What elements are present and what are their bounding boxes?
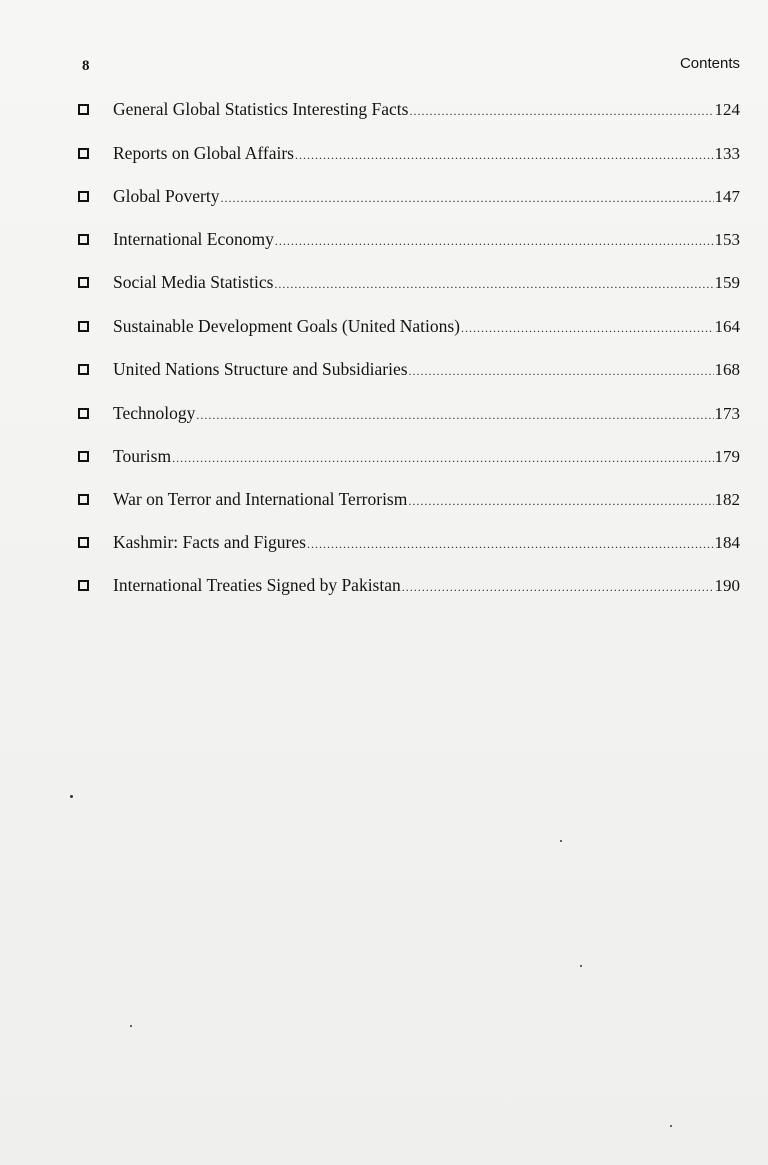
toc-entry	[78, 269, 740, 295]
dot-leader	[196, 408, 713, 423]
toc-entry-title: Technology	[113, 402, 196, 423]
scan-speck	[560, 840, 562, 842]
toc-entry-title: Social Media Statistics	[113, 271, 274, 292]
dot-leader	[409, 364, 714, 379]
toc-entry-page: 182	[714, 489, 740, 509]
checkbox-bullet-icon	[78, 408, 89, 419]
dot-leader	[172, 451, 713, 466]
toc-entry-title: United Nations Structure and Subsidiaries	[113, 358, 408, 379]
checkbox-bullet-icon	[78, 234, 89, 245]
toc-entry	[78, 96, 740, 122]
dot-leader	[402, 580, 714, 595]
toc-entry-title: International Economy	[113, 228, 274, 249]
checkbox-bullet-icon	[78, 451, 89, 462]
toc-entry-title: Tourism	[113, 445, 172, 466]
toc-entry-title: General Global Statistics Interesting Facts	[113, 98, 409, 119]
toc-entry	[78, 313, 740, 339]
toc-entry-page: 173	[714, 403, 740, 423]
toc-entry	[78, 140, 740, 166]
toc-entry-title: Kashmir: Facts and Figures	[113, 531, 306, 552]
scan-speck	[580, 965, 582, 967]
toc-entry	[78, 356, 740, 382]
scan-speck	[670, 1125, 672, 1127]
toc-entry-page: 179	[714, 446, 740, 466]
toc-entry-title: Sustainable Development Goals (United Nations)	[113, 315, 461, 336]
toc-entry-page: 164	[714, 316, 740, 336]
toc-entry-page: 133	[714, 143, 740, 163]
dot-leader	[275, 234, 714, 249]
running-head: Contents	[679, 55, 740, 72]
dot-leader	[274, 277, 713, 292]
toc-entry-page: 190	[714, 575, 740, 595]
toc-entry-page: 147	[714, 186, 740, 206]
toc-entry	[78, 486, 740, 512]
dot-leader	[220, 191, 713, 206]
toc-entry	[78, 183, 740, 209]
toc-entry-page: 124	[714, 99, 740, 119]
toc-entry-page: 159	[714, 272, 740, 292]
checkbox-bullet-icon	[78, 364, 89, 375]
dot-leader	[461, 321, 713, 336]
toc-entry-page: 184	[714, 532, 740, 552]
toc-entry	[78, 443, 740, 469]
checkbox-bullet-icon	[78, 580, 89, 591]
checkbox-bullet-icon	[78, 321, 89, 332]
checkbox-bullet-icon	[78, 537, 89, 548]
toc-entry-title: International Treaties Signed by Pakistan	[113, 574, 401, 595]
checkbox-bullet-icon	[78, 494, 89, 505]
toc-entry-title: Global Poverty	[113, 185, 220, 206]
toc-entry	[78, 400, 740, 426]
toc-entry	[78, 226, 740, 252]
page-number: 8	[82, 58, 90, 74]
toc-entry-page: 153	[714, 229, 740, 249]
toc-entry	[78, 572, 740, 598]
checkbox-bullet-icon	[78, 277, 89, 288]
dot-leader	[409, 104, 713, 119]
dot-leader	[408, 494, 713, 509]
scan-speck	[70, 795, 73, 798]
scan-speck	[130, 1025, 132, 1027]
checkbox-bullet-icon	[78, 104, 89, 115]
dot-leader	[307, 537, 714, 552]
checkbox-bullet-icon	[78, 148, 89, 159]
toc-entry-title: Reports on Global Affairs	[113, 142, 294, 163]
toc-entry	[78, 529, 740, 555]
toc-entry-page: 168	[714, 359, 740, 379]
toc-entry-title: War on Terror and International Terrorism	[113, 488, 408, 509]
dot-leader	[295, 148, 714, 163]
checkbox-bullet-icon	[78, 191, 89, 202]
